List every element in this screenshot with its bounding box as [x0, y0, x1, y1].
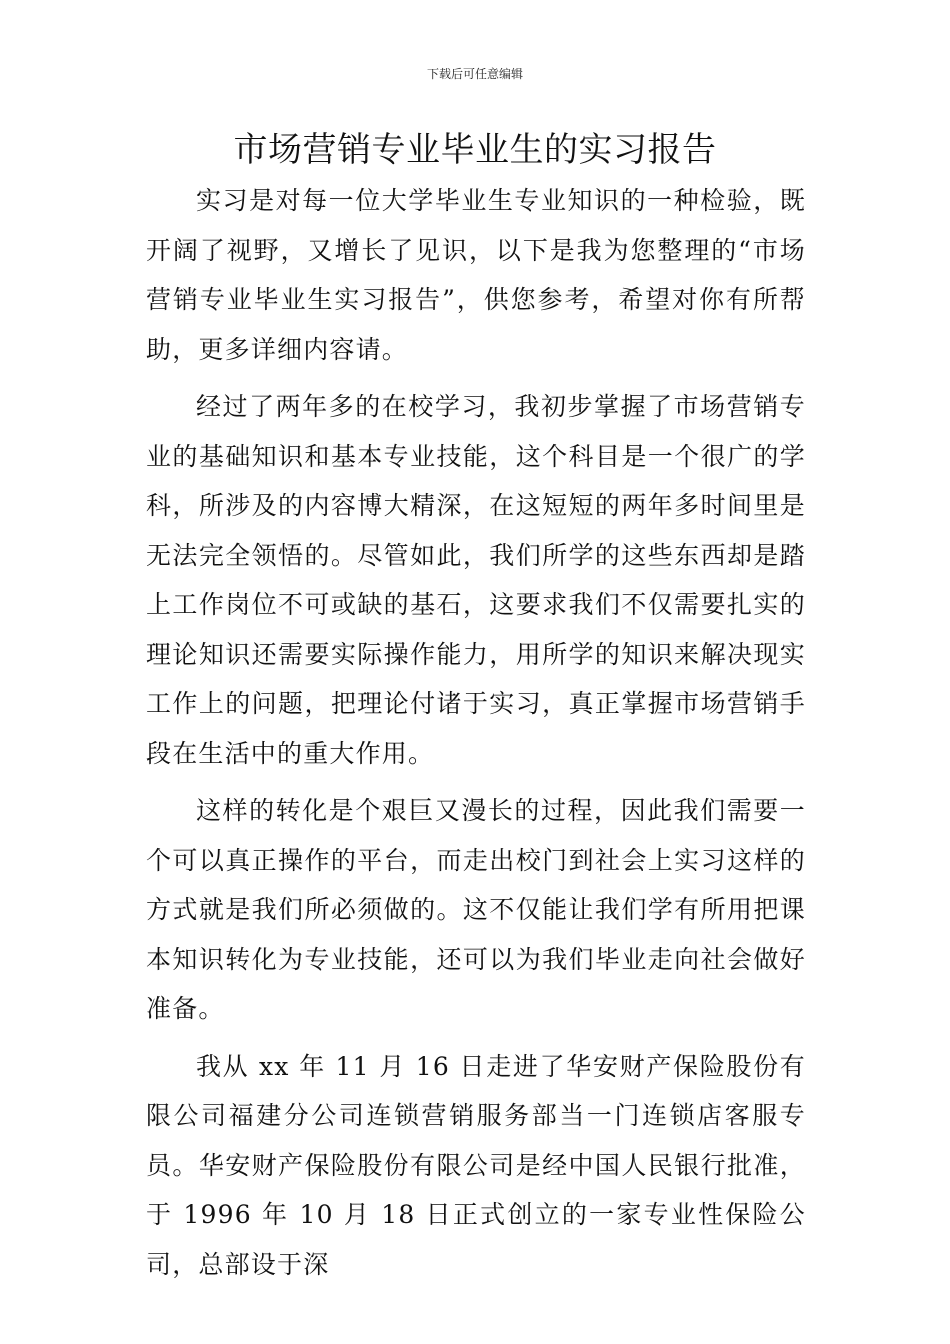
paragraph-intro: 实习是对每一位大学毕业生专业知识的一种检验，既开阔了视野，又增长了见识，以下是我为您整理的“市场营销专业毕业生实习报告”，供您参考，希望对你有所帮助，更多详细内容请。 [146, 186, 806, 364]
header-note: 下载后可任意编辑 [426, 67, 523, 81]
document-title: 市场营销专业毕业生的实习报告 [233, 130, 717, 170]
paragraph-company: 我从 xx 年 11 月 16 日走进了华安财产保险股份有限公司福建分公司连锁营销服务部当一门连锁店客服专员。华安财产保险股份有限公司是经中国人民银行批准，于 1996 年 10 月 18 日正式创立的一家专业性保险公司，总部设于深 [146, 1051, 806, 1279]
paragraph-study: 经过了两年多的在校学习，我初步掌握了市场营销专业的基础知识和基本专业技能，这个科目是一个很广的学科，所涉及的内容博大精深，在这短短的两年多时间里是无法完全领悟的。尽管如此，我们所学的这些东西却是踏上工作岗位不可或缺的基石，这要求我们不仅需要扎实的理论知识还需要实际操作能力，用所学的知识来解决现实工作上的问题，把理论付诸于实习，真正掌握市场营销手段在生活中的重大作用。 [146, 392, 806, 768]
document-body [146, 176, 806, 1297]
paragraph-transition: 这样的转化是个艰巨又漫长的过程，因此我们需要一个可以真正操作的平台，而走出校门到社会上实习这样的方式就是我们所必须做的。这不仅能让我们学有所用把课本知识转化为专业技能，还可以为我们毕业走向社会做好准备。 [146, 796, 806, 1023]
